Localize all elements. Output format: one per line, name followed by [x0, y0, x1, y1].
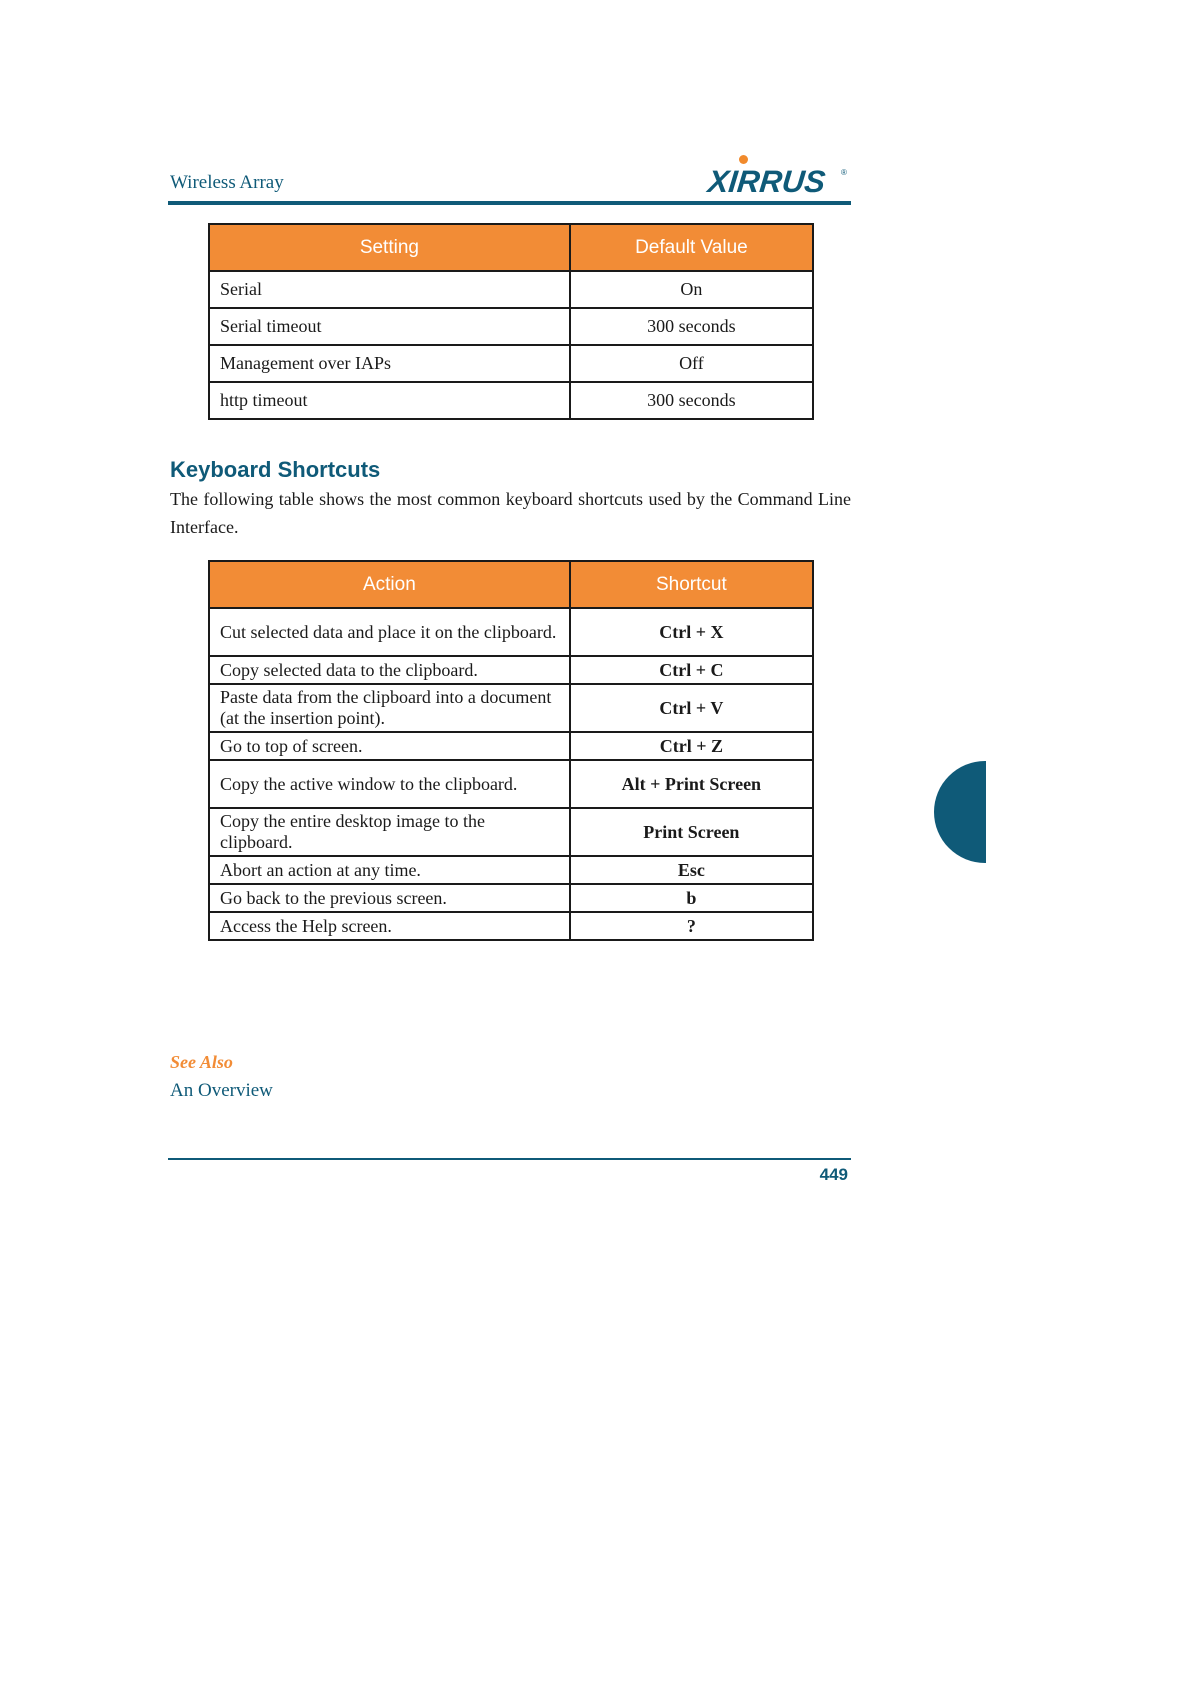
- shortcut-cell: Ctrl + V: [570, 684, 813, 732]
- setting-name-cell: Serial timeout: [209, 308, 570, 345]
- table-row: [209, 732, 813, 760]
- action-cell: Copy selected data to the clipboard.: [209, 656, 570, 684]
- logo-text: XIRRUS: [706, 164, 828, 199]
- table-row: [209, 912, 813, 940]
- section-intro-paragraph: The following table shows the most common keyboard shortcuts used by the Command Line Interface.: [170, 489, 851, 537]
- default-value-cell: 300 seconds: [570, 382, 813, 419]
- table-row: [209, 656, 813, 684]
- shortcut-cell: b: [570, 884, 813, 912]
- keyboard-shortcuts-table: [208, 560, 814, 941]
- action-cell: Access the Help screen.: [209, 912, 570, 940]
- shortcut-cell: Ctrl + Z: [570, 732, 813, 760]
- column-header-default-value: Default Value: [570, 224, 813, 271]
- shortcut-cell: Print Screen: [570, 808, 813, 856]
- xirrus-logo: [706, 150, 848, 199]
- shortcut-cell: Ctrl + X: [570, 608, 813, 656]
- logo-dot-icon: [739, 155, 748, 164]
- header-divider: [168, 201, 851, 205]
- action-cell: Abort an action at any time.: [209, 856, 570, 884]
- action-cell: Paste data from the clipboard into a document (at the insertion point).: [209, 684, 570, 732]
- column-header-action: Action: [209, 561, 570, 608]
- chapter-tab-marker: [934, 761, 986, 863]
- table-row: [209, 271, 813, 308]
- page-number: 449: [819, 1165, 848, 1184]
- action-cell: Copy the active window to the clipboard.: [209, 760, 570, 808]
- table-row: [209, 856, 813, 884]
- default-value-cell: On: [570, 271, 813, 308]
- table-row: [209, 808, 813, 856]
- default-settings-table: [208, 223, 814, 420]
- footer-divider: [168, 1158, 851, 1160]
- shortcut-cell: Alt + Print Screen: [570, 760, 813, 808]
- column-header-shortcut: Shortcut: [570, 561, 813, 608]
- setting-name-cell: Management over IAPs: [209, 345, 570, 382]
- shortcut-cell: Ctrl + C: [570, 656, 813, 684]
- table-row: [209, 760, 813, 808]
- column-header-setting: Setting: [209, 224, 570, 271]
- an-overview-link[interactable]: An Overview: [170, 1080, 273, 1101]
- setting-name-cell: Serial: [209, 271, 570, 308]
- running-header-title: Wireless Array: [170, 172, 284, 193]
- table-row: [209, 345, 813, 382]
- action-cell: Cut selected data and place it on the clipboard.: [209, 608, 570, 656]
- default-value-cell: 300 seconds: [570, 308, 813, 345]
- table-row: [209, 308, 813, 345]
- section-heading: Keyboard Shortcuts: [170, 457, 381, 482]
- shortcut-cell: ?: [570, 912, 813, 940]
- action-cell: Go to top of screen.: [209, 732, 570, 760]
- setting-name-cell: http timeout: [209, 382, 570, 419]
- action-cell: Copy the entire desktop image to the clipboard.: [209, 808, 570, 856]
- action-cell: Go back to the previous screen.: [209, 884, 570, 912]
- table-row: [209, 884, 813, 912]
- table-header-row: [209, 224, 813, 271]
- see-also-label: See Also: [170, 1052, 233, 1072]
- table-row: [209, 608, 813, 656]
- logo-trademark: ®: [841, 168, 847, 177]
- table-header-row: [209, 561, 813, 608]
- table-row: [209, 382, 813, 419]
- table-row: [209, 684, 813, 732]
- shortcut-cell: Esc: [570, 856, 813, 884]
- default-value-cell: Off: [570, 345, 813, 382]
